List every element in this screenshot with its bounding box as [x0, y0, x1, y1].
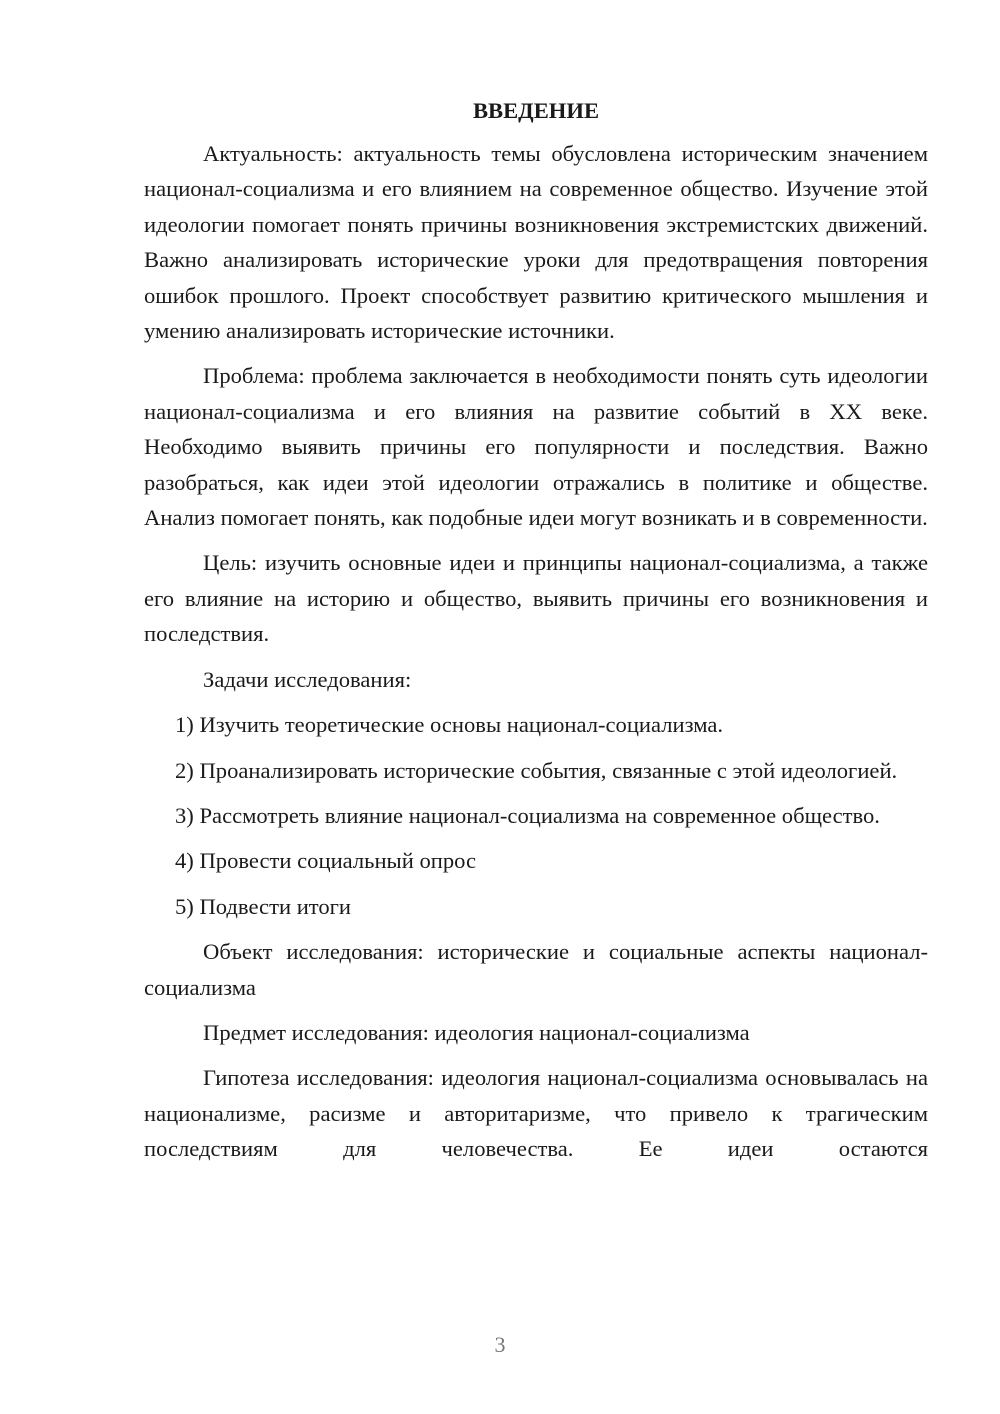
object-paragraph: Объект исследования: исторические и социальные аспекты национал-социализма [144, 939, 928, 1000]
goal-paragraph: Цель: изучить основные идеи и принципы национал-социализма, а также его влияние на историю и общество, выявить причины его возникновения и последствия. [144, 550, 928, 647]
task-item-2: 2) Проанализировать исторические события, связанные с этой идеологией. [175, 757, 898, 783]
hypothesis-paragraph: Гипотеза исследования: идеология национал-социализма основывалась на национализме, расизме и авторитаризме, что привело к трагическим последствиям для человечества. Ее идеи остаются [144, 1065, 928, 1162]
document-page [144, 96, 928, 1177]
subject-paragraph: Предмет исследования: идеология национал-социализма [203, 1019, 750, 1045]
task-item-1: 1) Изучить теоретические основы национал-социализма. [175, 712, 724, 738]
task-item-3: 3) Рассмотреть влияние национал-социализма на современное общество. [175, 802, 880, 828]
problem-paragraph: Проблема: проблема заключается в необходимости понять суть идеологии национал-социализма и его влияния на развитие событий в XX веке. Необходимо выявить причины его популярности и последствия. Важно разобраться, как идеи этой идеологии отражались в политике и обществе. Анализ помогает понять, как подобные идеи могут возникать и в современности. [144, 363, 928, 531]
task-item-5: 5) Подвести итоги [175, 893, 352, 919]
page-number: 3 [494, 1332, 506, 1357]
tasks-heading: Задачи исследования: [203, 666, 412, 692]
page-title: ВВЕДЕНИЕ [472, 98, 600, 123]
relevance-paragraph: Актуальность: актуальность темы обусловлена историческим значением национал-социализма и его влиянием на современное общество. Изучение этой идеологии помогает понять причины возникновения экстремистских движений. Важно анализировать исторические уроки для предотвращения повторения ошибок прошлого. Проект способствует развитию критического мышления и умению анализировать исторические источники. [144, 141, 928, 344]
task-item-4: 4) Провести социальный опрос [175, 848, 477, 874]
